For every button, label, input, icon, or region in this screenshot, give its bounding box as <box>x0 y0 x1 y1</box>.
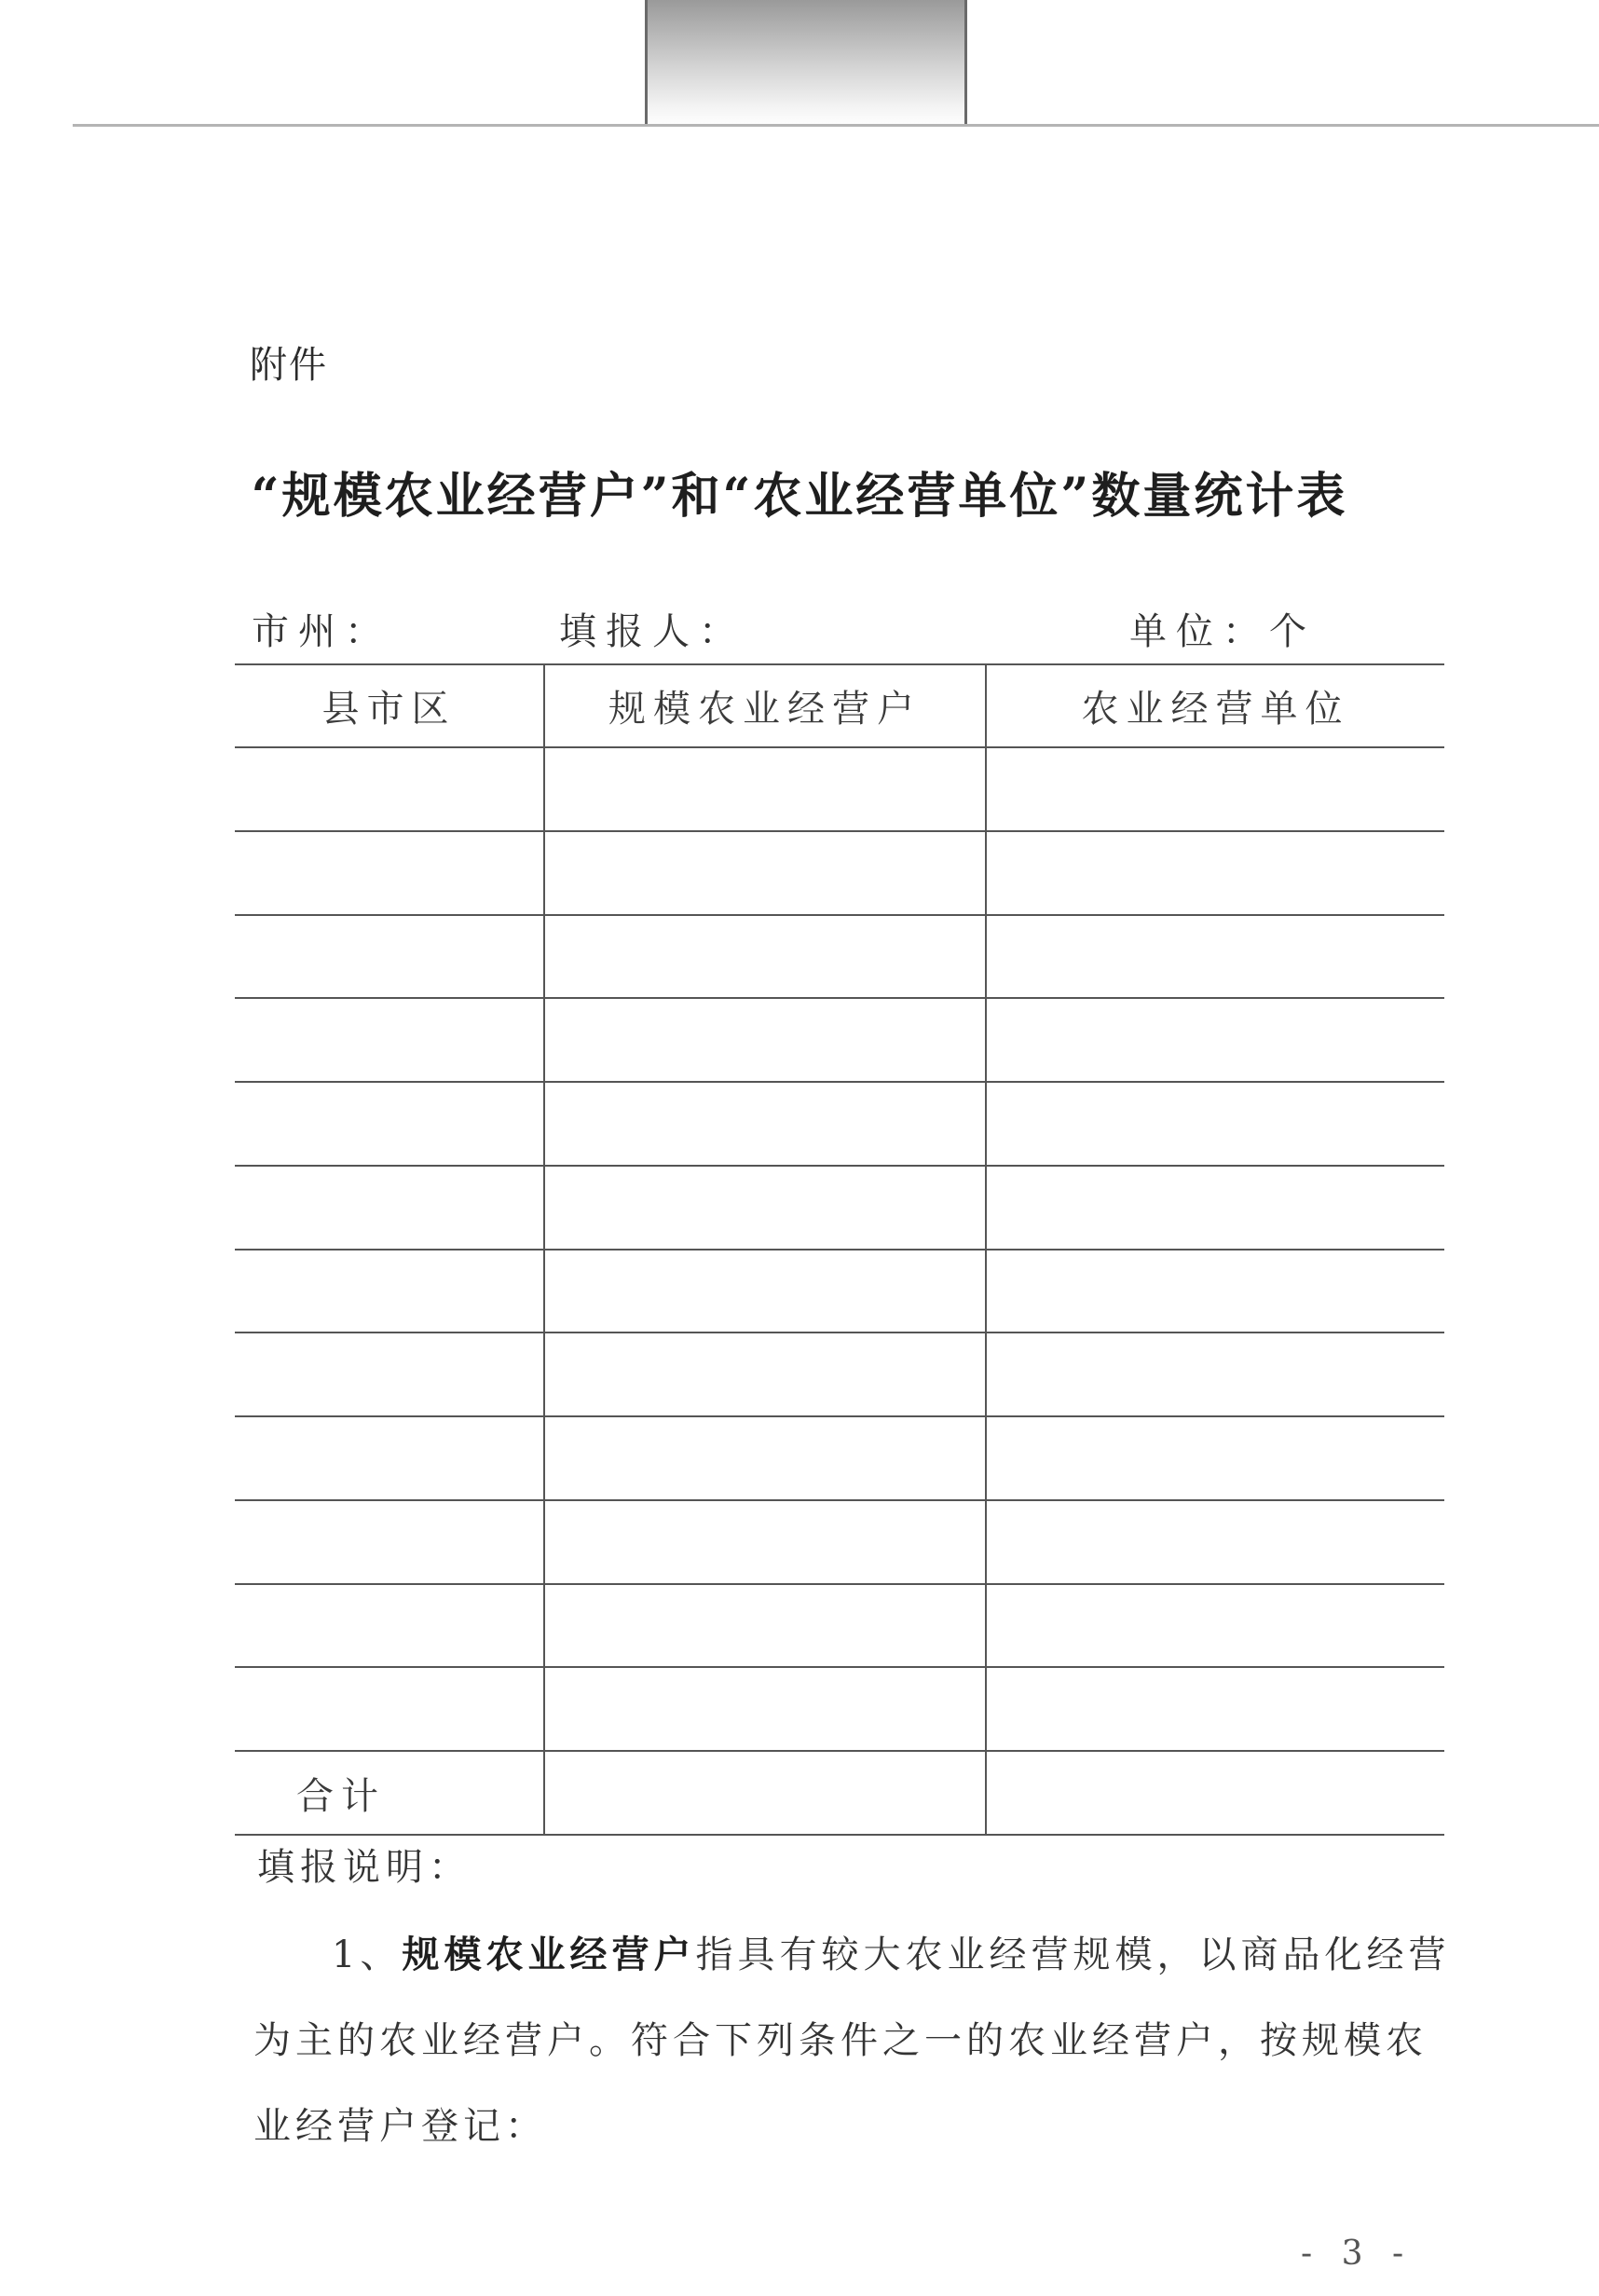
document-title: “规模农业经营户”和“农业经营单位”数量统计表 <box>251 468 1348 525</box>
page-number: - 3 - <box>1301 2234 1414 2273</box>
cell-households[interactable] <box>544 1500 986 1584</box>
scan-page-edge <box>73 124 1599 127</box>
cell-county[interactable] <box>235 1082 544 1166</box>
attachment-label: 附件 <box>250 344 328 387</box>
cell-units[interactable] <box>986 998 1444 1082</box>
cell-county[interactable] <box>235 1584 544 1668</box>
cell-households[interactable] <box>544 998 986 1082</box>
definition-text: 指具有较大农业经营规模，以商品化经营 <box>695 1934 1451 1976</box>
cell-units[interactable] <box>986 831 1444 915</box>
cell-households[interactable] <box>544 1166 986 1250</box>
table-row <box>235 1250 1444 1333</box>
filler-label: 填报人： <box>559 610 745 653</box>
cell-households[interactable] <box>544 1250 986 1333</box>
item-number: 1、 <box>332 1934 403 1976</box>
table-row <box>235 1667 1444 1751</box>
header-agricultural-units: 农业经营单位 <box>986 664 1444 747</box>
cell-units[interactable] <box>986 1500 1444 1584</box>
scanner-clip-mark <box>645 0 967 127</box>
cell-county[interactable] <box>235 1416 544 1500</box>
instruction-item-1-line-2: 为主的农业经营户。符合下列条件之一的农业经营户，按规模农 <box>253 2019 1428 2062</box>
table-total-row <box>235 1751 1444 1835</box>
cell-units[interactable] <box>986 1584 1444 1668</box>
cell-units[interactable] <box>986 1332 1444 1416</box>
total-households-cell[interactable] <box>544 1751 986 1835</box>
table-row <box>235 1416 1444 1500</box>
cell-county[interactable] <box>235 1500 544 1584</box>
cell-households[interactable] <box>544 747 986 831</box>
cell-households[interactable] <box>544 1332 986 1416</box>
cell-county[interactable] <box>235 915 544 999</box>
cell-households[interactable] <box>544 1082 986 1166</box>
table-row <box>235 1584 1444 1668</box>
cell-units[interactable] <box>986 1667 1444 1751</box>
total-units-cell[interactable] <box>986 1751 1444 1835</box>
instruction-item-1-line-1 <box>253 1925 1451 1978</box>
table-header-row <box>235 664 1444 747</box>
unit-label: 单位：个 <box>1129 610 1316 653</box>
cell-households[interactable] <box>544 1584 986 1668</box>
statistics-table <box>235 663 1444 1836</box>
cell-county[interactable] <box>235 1667 544 1751</box>
table-row <box>235 1082 1444 1166</box>
cell-units[interactable] <box>986 747 1444 831</box>
cell-county[interactable] <box>235 831 544 915</box>
table-row <box>235 915 1444 999</box>
cell-households[interactable] <box>544 1667 986 1751</box>
cell-households[interactable] <box>544 1416 986 1500</box>
cell-units[interactable] <box>986 1250 1444 1333</box>
instructions-heading: 填报说明： <box>257 1846 472 1889</box>
table-row <box>235 1500 1444 1584</box>
total-label: 合计 <box>235 1751 544 1835</box>
table-row <box>235 998 1444 1082</box>
table-row <box>235 1166 1444 1250</box>
cell-county[interactable] <box>235 747 544 831</box>
table-body <box>235 747 1444 1835</box>
city-label: 市州： <box>252 610 391 653</box>
cell-units[interactable] <box>986 1416 1444 1500</box>
table-row <box>235 831 1444 915</box>
cell-units[interactable] <box>986 1166 1444 1250</box>
header-county: 县市区 <box>235 664 544 747</box>
cell-county[interactable] <box>235 1250 544 1333</box>
cell-households[interactable] <box>544 831 986 915</box>
cell-county[interactable] <box>235 1332 544 1416</box>
table-row <box>235 747 1444 831</box>
table-row <box>235 1332 1444 1416</box>
cell-county[interactable] <box>235 998 544 1082</box>
instruction-item-1-line-3: 业经营户登记： <box>253 2105 547 2148</box>
cell-county[interactable] <box>235 1166 544 1250</box>
cell-units[interactable] <box>986 1082 1444 1166</box>
defined-term: 规模农业经营户 <box>402 1933 696 1976</box>
cell-units[interactable] <box>986 915 1444 999</box>
header-large-scale-households: 规模农业经营户 <box>544 664 986 747</box>
cell-households[interactable] <box>544 915 986 999</box>
